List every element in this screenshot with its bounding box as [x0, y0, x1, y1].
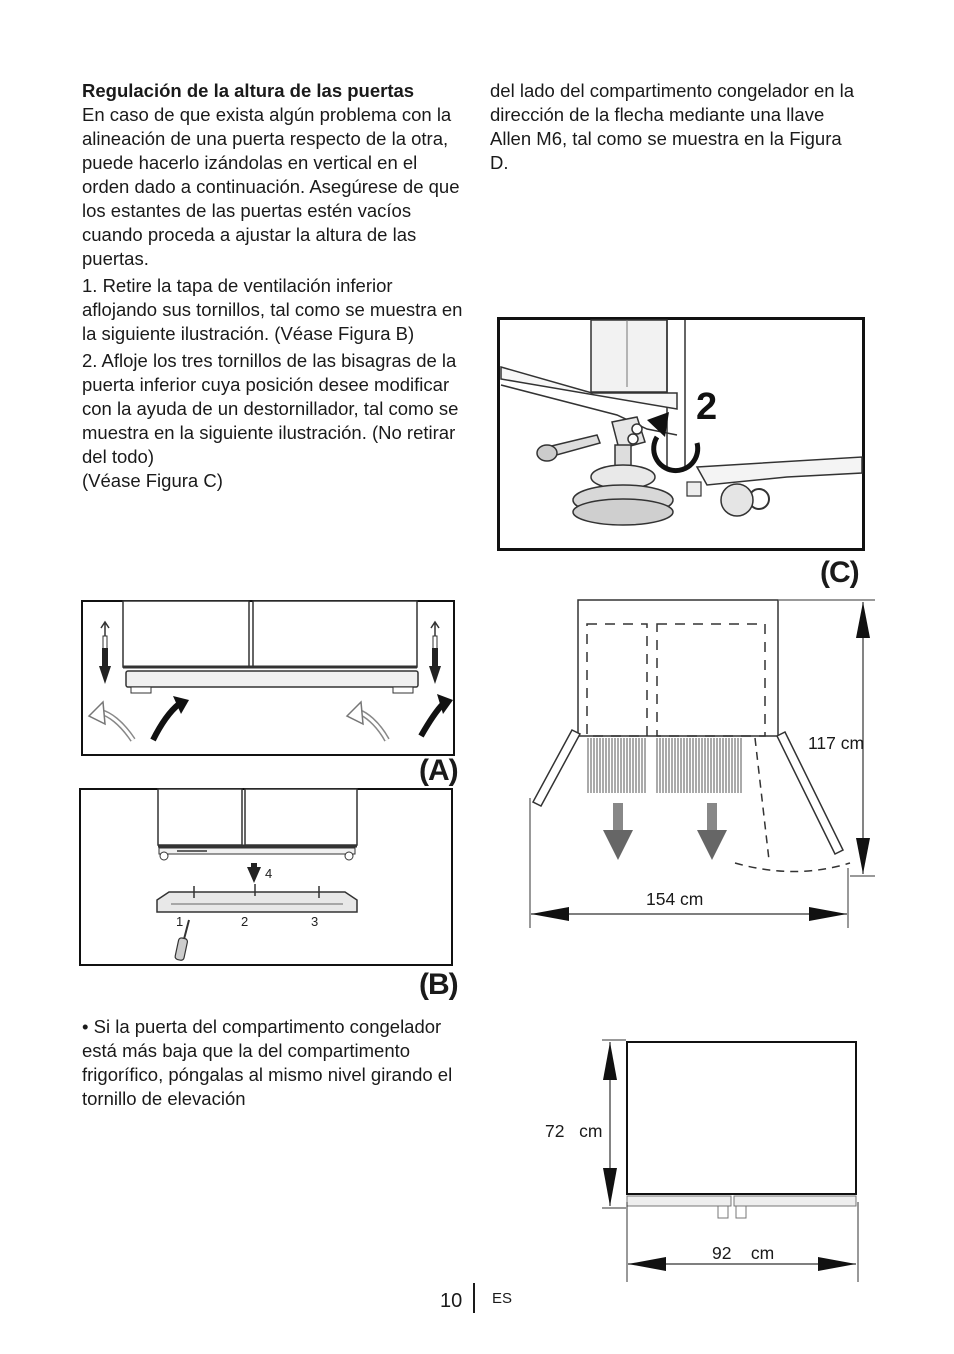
figure-c-step-number: 2 — [696, 386, 718, 428]
page-number: 10 — [440, 1290, 463, 1312]
step-2-reference: (Véase Figura C) — [82, 470, 223, 491]
figure-b-label: (B) — [419, 968, 458, 1001]
figure-b — [79, 788, 453, 966]
dimension-117: 117 cm — [808, 733, 865, 753]
dimension-diagram-open — [525, 598, 877, 930]
left-column — [82, 79, 468, 496]
dimension-92-unit: cm — [750, 1243, 775, 1263]
callout-2: 2 — [241, 914, 249, 929]
dimension-72 — [545, 1121, 602, 1142]
dimension-72-value: 72 — [545, 1121, 565, 1141]
figure-c-label: (C) — [820, 556, 859, 589]
step-1-text: 1. Retire la tapa de ventilación inferior aflojando sus tornillos, tal como se muestra en la siguiente ilustración. (Véase Figura B) — [82, 275, 463, 344]
section-heading: Regulación de la altura de las puertas — [82, 80, 415, 101]
right-column — [490, 79, 860, 178]
callout-1: 1 — [176, 914, 184, 929]
intro-text: En caso de que exista algún problema con la alineación de una puerta respecto de la otra, puede hacerlo izándolas en vertical en el orden dado a continuación. Asegúrese de que los estantes de las puertas estén vacíos cuando proceda a ajustar la altura de las puertas. — [82, 104, 460, 269]
dimension-92 — [712, 1243, 774, 1264]
bullet-text: • Si la puerta del compartimento congelador está más baja que la del compartimento frigorífico, póngalas al mismo nivel girando el tornillo de elevación — [82, 1016, 453, 1109]
bullet-block — [82, 1015, 468, 1114]
figure-a — [81, 600, 455, 756]
step-2-text: 2. Afloje los tres tornillos de las bisagras de la puerta inferior cuya posición desee modificar con la ayuda de un destornillador, tal como se muestra en la siguiente ilustración. (No retirar del todo) — [82, 350, 459, 467]
callout-4: 4 — [265, 866, 273, 881]
figure-c — [497, 317, 865, 551]
dimension-92-value: 92 — [712, 1243, 732, 1263]
intro-paragraph — [82, 79, 468, 271]
language-code: ES — [492, 1290, 513, 1307]
continuation-text: del lado del compartimento congelador en la dirección de la flecha mediante una llave Allen M6, tal como se muestra en la Figura D. — [490, 80, 855, 173]
dimension-72-unit: cm — [579, 1121, 603, 1141]
dimension-154: 154 cm — [646, 889, 704, 909]
callout-3: 3 — [311, 914, 319, 929]
footer-divider — [473, 1283, 475, 1313]
figure-a-label: (A) — [419, 754, 458, 787]
